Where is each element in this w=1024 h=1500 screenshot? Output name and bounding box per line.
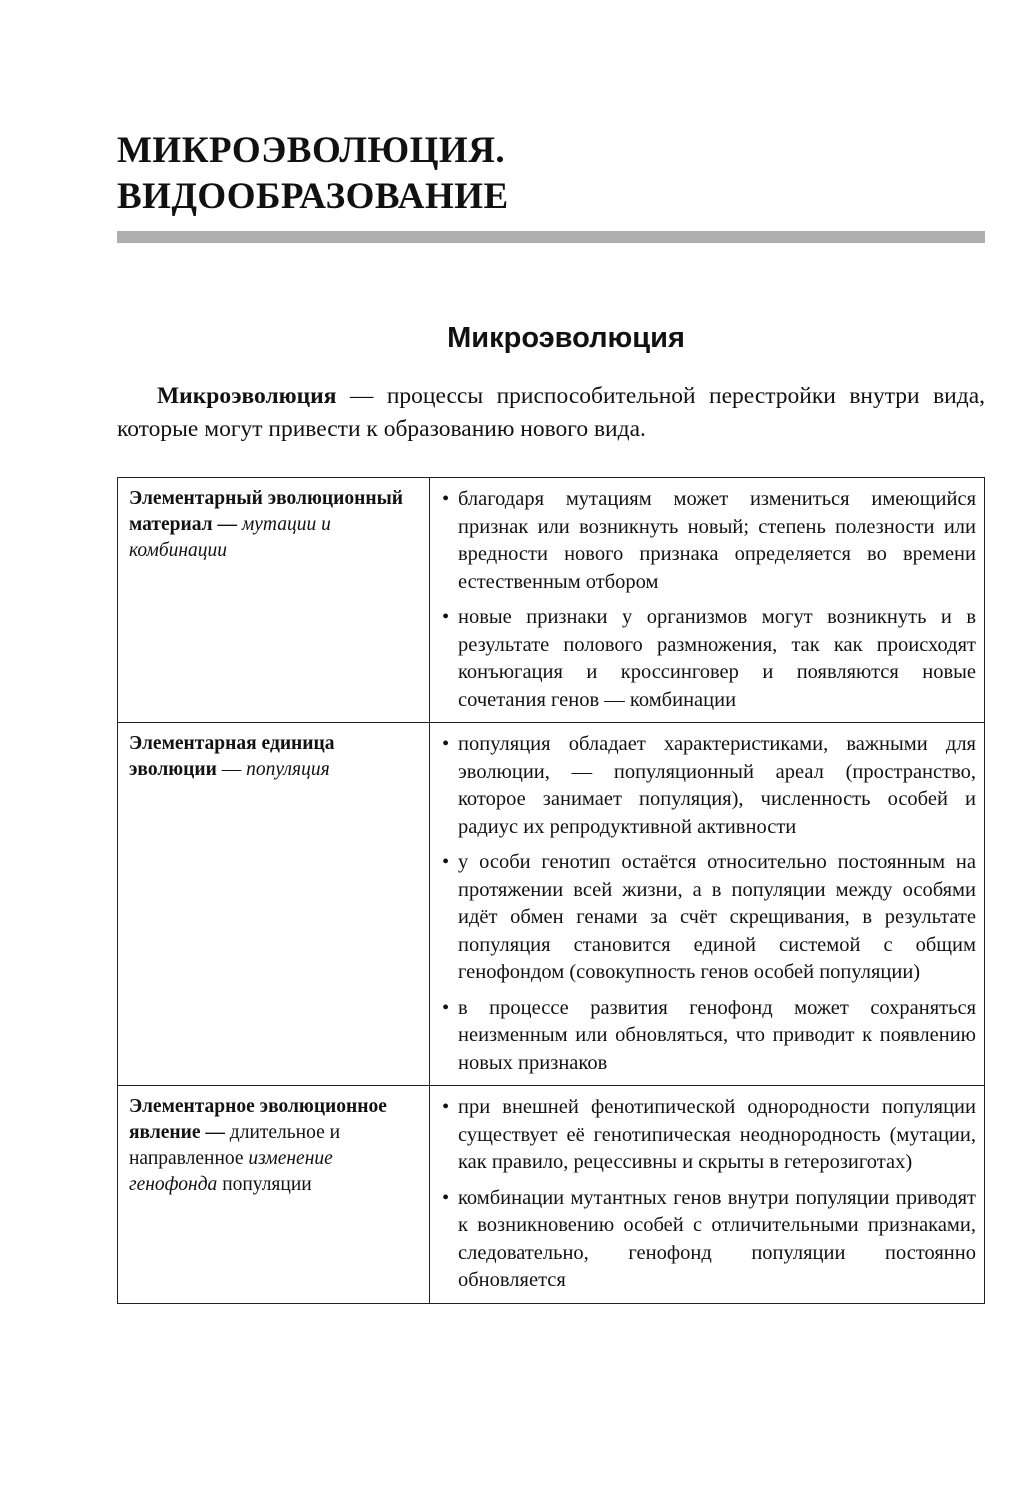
term-cell xyxy=(118,1086,430,1304)
chapter-title-line-2: ВИДООБРАЗОВАНИЕ xyxy=(117,176,509,217)
intro-definition: — процессы приспособительной перестройки внутри вида, которые могут привести к образованию нового вида. xyxy=(117,383,985,442)
bullet-icon: • xyxy=(442,733,450,755)
table-row xyxy=(118,1086,985,1304)
bullet-list xyxy=(440,1094,976,1295)
intro-paragraph xyxy=(117,380,985,446)
list-item xyxy=(440,604,976,714)
term-tail: популяции xyxy=(217,1174,312,1195)
chapter-title xyxy=(117,128,985,220)
table-row xyxy=(118,478,985,723)
list-item xyxy=(440,731,976,841)
description-cell xyxy=(430,478,985,723)
list-item xyxy=(440,1185,976,1295)
term-bold: Элементарная единица эволюции xyxy=(129,733,335,780)
bullet-list xyxy=(440,731,976,1077)
list-item-text: при внешней фенотипической однородности популяции существует её генотипическая неоднородность (мутации, как правило, рецессивны и скрыты в гетерозиготах) xyxy=(458,1096,976,1173)
bullet-icon: • xyxy=(442,1096,450,1118)
term-text: длительное и направленное xyxy=(129,1122,341,1169)
term-cell xyxy=(118,723,430,1086)
bullet-icon: • xyxy=(442,488,450,510)
description-cell xyxy=(430,1086,985,1304)
bullet-list xyxy=(440,486,976,714)
section-title: Микроэволюция xyxy=(447,322,685,354)
list-item xyxy=(440,995,976,1078)
list-item xyxy=(440,849,976,987)
term-cell xyxy=(118,478,430,723)
list-item xyxy=(440,486,976,596)
list-item xyxy=(440,1094,976,1177)
bullet-icon: • xyxy=(442,1186,450,1209)
chapter-title-line-1: МИКРОЭВОЛЮЦИЯ. xyxy=(117,130,506,171)
list-item-text: новые признаки у организмов могут возникнуть и в результате полового размножения, так как происходят конъюгация и кроссинговер и появляются новые сочетания генов — комбинации xyxy=(458,606,976,711)
table-row xyxy=(118,723,985,1086)
list-item-text: благодаря мутациям может измениться имеющийся признак или возникнуть новый; степень полезности или вредности нового признака определяется во времени естественным отбором xyxy=(458,488,976,593)
term-italic: мутации и комбинации xyxy=(129,514,331,561)
intro-term: Микроэволюция xyxy=(157,383,337,409)
term-bold: Элементарный эволюционный материал — xyxy=(129,488,404,535)
evolution-table xyxy=(117,477,985,1304)
chapter-divider-bar xyxy=(117,231,985,243)
list-item-text: комбинации мутантных генов внутри популяции приводят к возникновению особей с отличительными признаками, следовательно, генофонд популяции постоянно обновляется xyxy=(458,1186,976,1291)
bullet-icon: • xyxy=(442,996,450,1019)
list-item-text: популяция обладает характеристиками, важными для эволюции, — популяционный ареал (пространство, которое занимает популяция), численность особей и радиус их репродуктивной активности xyxy=(458,733,976,838)
term-italic: популяция xyxy=(246,759,330,780)
term-text: — xyxy=(216,759,247,780)
term-italic: изменение генофонда xyxy=(129,1148,333,1195)
bullet-icon: • xyxy=(442,851,450,873)
bullet-icon: • xyxy=(442,606,450,628)
list-item-text: в процессе развития генофонд может сохраняться неизменным или обновляться, что приводит к появлению новых признаков xyxy=(458,996,976,1074)
description-cell xyxy=(430,723,985,1086)
list-item-text: у особи генотип остаётся относительно постоянным на протяжении всей жизни, а в популяции между особями идёт обмен генами за счёт скрещивания, в результате популяция становится единой системой с общим генофондом (совокупность генов особей популяции) xyxy=(458,851,976,983)
term-bold: Элементарное эволюционное явление — xyxy=(129,1096,387,1143)
